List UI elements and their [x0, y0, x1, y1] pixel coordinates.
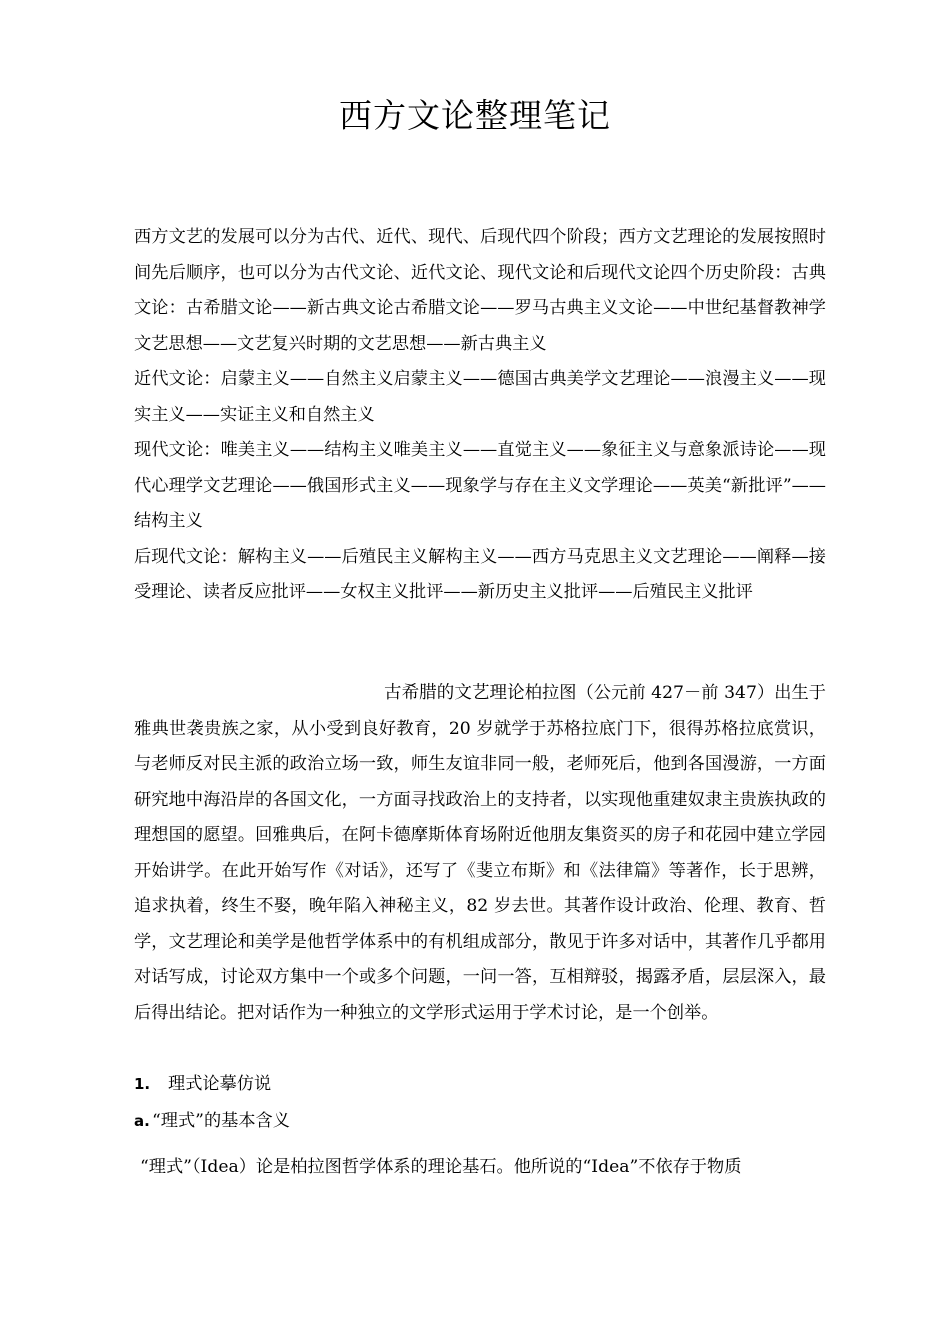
intro-paragraph-early-modern: 近代文论：启蒙主义——自然主义启蒙主义——德国古典美学文艺理论——浪漫主义——现实主义——实证主义和自然主义 — [134, 369, 826, 425]
intro-paragraph-periods: 西方文艺的发展可以分为古代、近代、现代、后现代四个阶段；西方文艺理论的发展按照时间先后顺序，也可以分为古代文论、近代文论、现代文论和后现代文论四个历史阶段：古典文论：古希腊文论——新古典文论古希腊文论——罗马古典主义文论——中世纪基督教神学文艺思想——文艺复兴时期的文艺思想——新古典主义 — [134, 227, 826, 354]
intro-paragraph-modern: 现代文论：唯美主义——结构主义唯美主义——直觉主义——象征主义与意象派诗论——现代心理学文艺理论——俄国形式主义——现象学与存在主义文学理论——英美“新批评”——结构主义 — [134, 440, 826, 531]
list-marker: a. — [134, 1112, 150, 1130]
page-title: 西方文论整理笔记 — [339, 96, 611, 135]
list-marker: 1. — [134, 1075, 151, 1093]
plato-paragraph: 柏拉图（公元前 427－前 347）出生于雅典世袭贵族之家，从小受到良好教育，20 岁就学于苏格拉底门下，很得苏格拉底赏识，与老师反对民主派的政治立场一致，师生友谊非同一般，老师死后，他到各国漫游，一方面研究地中海沿岸的各国文化，一方面寻找政治上的支持者，以实现他重建奴隶主贵族执政的理想国的愿望。回雅典后，在阿卡德摩斯体育场附近他朋友集资买的房子和花园中建立学园开始讲学。在此开始写作《对话》，还写了《斐立布斯》和《法律篇》等著作，长于思辨，追求执着，终生不娶，晚年陷入神秘主义，82 岁去世。其著作设计政治、伦理、教育、哲学，文艺理论和美学是他哲学体系中的有机组成部分，散见于许多对话中，其著作几乎都用对话写成，讨论双方集中一个或多个问题，一问一答，互相辩驳，揭露矛盾，层层深入，最后得出结论。把对话作为一种独立的文学形式运用于学术讨论，是一个创举。 — [134, 683, 826, 1023]
section-heading: 古希腊的文艺理论 — [384, 683, 525, 703]
idea-paragraph: “理式”（Idea）论是柏拉图哲学体系的理论基石。他所说的“Idea”不依存于物质 — [140, 1157, 742, 1177]
list-item-a — [134, 1104, 290, 1139]
plato-section — [134, 676, 826, 1031]
list-item-text: 理式论摹仿说 — [168, 1074, 272, 1094]
intro-paragraph-postmodern: 后现代文论：解构主义——后殖民主义解构主义——西方马克思主义文艺理论——阐释—接受理论、读者反应批评——女权主义批评——新历史主义批评——后殖民主义批评 — [134, 546, 826, 602]
list-item-1 — [134, 1067, 271, 1102]
list-item-text: “理式”的基本含义 — [152, 1111, 290, 1131]
intro-section — [134, 220, 826, 611]
